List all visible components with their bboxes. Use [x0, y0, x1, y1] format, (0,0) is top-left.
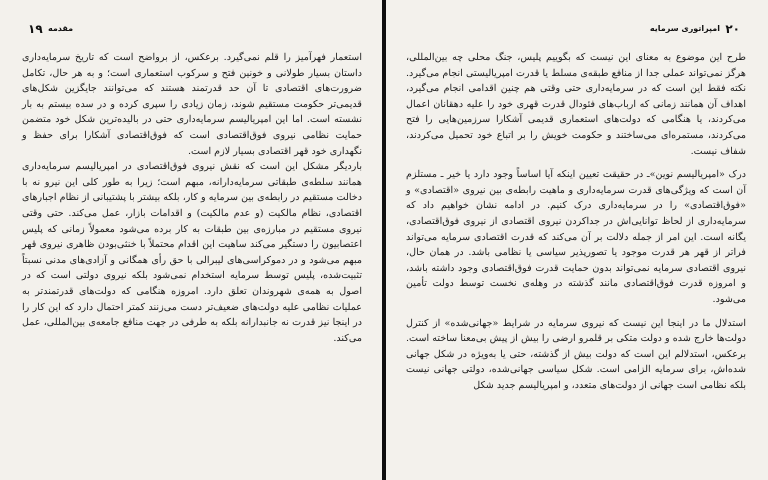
right-paragraph: استدلال ما در اینجا این نیست که نیروی سرمایه در شرایط «جهانی‌شده» از کنترل دولت‌ها خارج شده و دولت متکی بر قلمرو ارضی را بیش از پیش بی‌معنا ساخته است. برعکس، استدلالم این است که دولت بیش از گذشته، حتی یا به‌ویژه در شکل جهانی شده‌اش، برای سرمایه الزامی است. شکل سیاسی جهانی‌شده، دولتی جهانی نیست بلکه نظامی است جهانی از دولت‌های متعدد، و امپریالیسم جدید شکل	[406, 317, 746, 391]
left-page-body	[22, 50, 362, 346]
right-page	[386, 0, 768, 480]
right-paragraph: درک «امپریالیسم نوین»ـ در حقیقت تعیین اینکه آیا اساساً وجود دارد یا خیر ـ مستلزم آن است که ویژگی‌های قدرت سرمایه‌داری و ماهیت رابطه‌ی بین نیروی «اقتصادی» و «فوق‌اقتصادی» را در سرمایه‌داری درک کنیم. در ادامه نشان خواهیم داد که سرمایه‌داری از لحاظ توانایی‌اش در جداکردن نیروی اقتصادی از نیروی فوق‌اقتصادی، یگانه است. این امر از جمله دلالت بر آن می‌کند که قدرت اقتصادی سرمایه می‌تواند فراتر از قهر هر قدرت موجود یا تصورپذیر سیاسی یا نظامی باشد. در همان حال، نیروی اقتصادی سرمایه نمی‌تواند بدون حمایت قدرت فوق‌اقتصادی وجود داشته باشد، و امروزه قدرت فوق‌اقتصادی مانند گذشته در وهله‌ی نخست توسط دولت تأمین می‌شود.	[406, 169, 746, 305]
right-running-title: امپراتوری سرمایه	[649, 24, 720, 33]
left-page	[0, 0, 382, 480]
left-running-title: مقدمه	[48, 24, 74, 33]
right-page-header	[406, 22, 746, 38]
left-page-header	[22, 22, 362, 38]
right-page-body	[406, 50, 746, 393]
left-paragraph: باردیگر مشکل این است که نقش نیروی فوق‌اقتصادی در امپریالیسم سرمایه‌داری همانند سلطه‌ی طبقاتی سرمایه‌دارانه، مبهم است؛ زیرا به طور کلی این نیرو نه با دخالت مستقیم در رابطه‌ی بین سرمایه و کار، بلکه بیشتر با پشتیبانی از نظام اجبارهای اقتصادی، نظام مالکیت (و عدم مالکیت) و اقدامات بازار، عمل می‌کند. حتی وقتی نیروی مستقیم در مبارزه‌ی بین طبقات به کار برده می‌شود معمولاً زمانی که پلیس اعتصابیون را دستگیر می‌کند ساهیت این اقدام محتملاً با خنثی‌بودن ظاهری نیروی قهر مبهم می‌شود و در دموکراسی‌های لیبرالی با حق رأی همگانی و آزادی‌های مدنی نسبتاً تثبیت‌شده، پلیس توسط سرمایه استخدام نمی‌شود بلکه نیروی دولتی است که در اصول به همه‌ی شهروندان تعلق دارد. امروزه هنگامی که دولت‌های قدرتمندتر به عملیات نظامی علیه دولت‌های ضعیف‌تر دست می‌زنند کمتر احتمال دارد که این کار را در اینجا نیز قدرت نه جانبدارانه بلکه به طرفی در جهت منافع جامعه‌ی بین‌المللی، عمل می‌کند.	[22, 161, 362, 344]
left-page-number: ۱۹	[28, 22, 43, 36]
left-paragraph: استعمار فهرآمیز را قلم نمی‌گیرد. برعکس، از برواضح است که تاریخ سرمایه‌داری داستان بسیار طولانی و خونین فتح و سرکوب استعماری است؛ و به هر حال، تکامل ضرورت‌های اقتصادی تا آن حد قدرتمند هستند که می‌توانند جایگزین شکل‌های قدیمی‌تر حکومت مستقیم شوند، زمان زیادی را سپری کرده و در سده بیستم به بار نشسته است. اما این امپریالیسم سرمایه‌داری حتی در بالیده‌ترین شکل خود متضمن حمایت نظامی نیروی فوق‌اقتصادی است که فوق‌اقتصادی آشکارا برای حفظ و نگهداری خود قهر اقتصادی بسیار لازم است.	[22, 52, 362, 157]
right-page-number: ۲۰	[725, 22, 740, 36]
right-paragraph: طرح این موضوع به معنای این نیست که بگوییم پلیس، جنگ محلی چه بین‌المللی، هرگز نمی‌تواند عملی جدا از منافع طبقه‌ی مسلط یا قدرت امپریالیستی انجام می‌گیرد. نکته فقط این است که در سرمایه‌داری حتی وقتی هم چنین اقدامی انجام می‌گیرد، اهداف آن همانند زمانی که ارباب‌های فئودال قدرت قهری خود را علیه دهقانان اعمال می‌کردند، یا هنگامی که دولت‌های استعماری قدیمی آشکارا سرزمین‌هایی را فتح می‌کردند، مستمره‌ای می‌ساختند و حکومت خویش را بر اتباع خود تحمیل می‌کردند، شفاف نیست.	[406, 52, 746, 157]
